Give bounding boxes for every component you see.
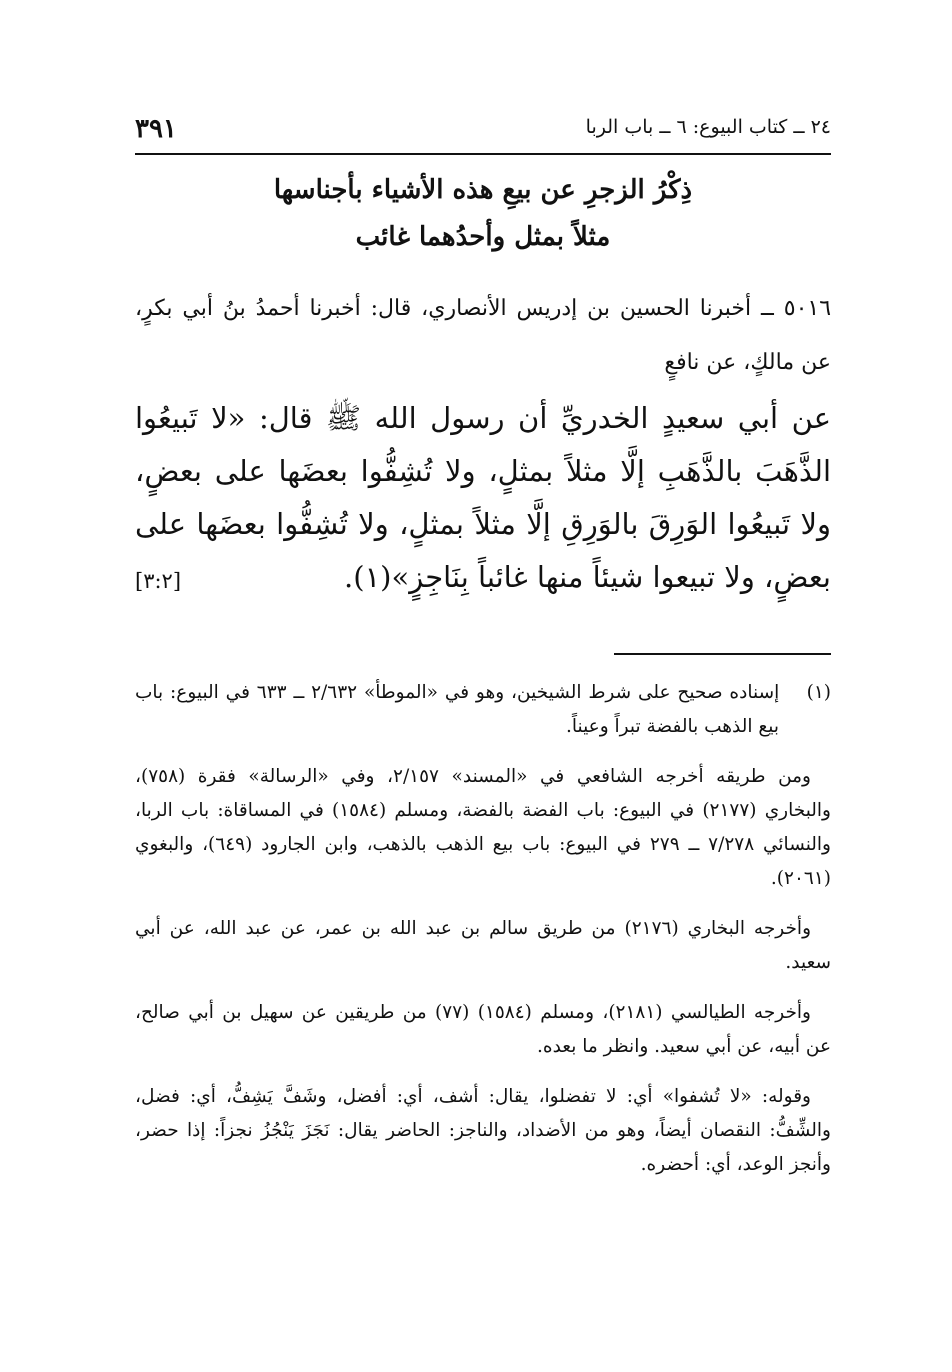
chapter-title: ٢٤ ــ كتاب البيوع: ٦ ــ باب الربا bbox=[585, 116, 831, 138]
isnad-text: ــ أخبرنا الحسين بن إدريس الأنصاري، قال: أخبرنا أحمدُ بنُ أبي بكرٍ، عن مالكٍ، عن نافعٍ bbox=[135, 296, 831, 375]
footnote-1-text: إسناده صحيح على شرط الشيخين، وهو في «الموطأ» ٢/٦٣٢ ــ ٦٣٣ في البيوع: باب بيع الذهب بالفضة تبراً وعيناً. bbox=[135, 682, 780, 737]
hadith-matn bbox=[135, 392, 831, 608]
hadith-isnad bbox=[135, 282, 831, 390]
hadith-number: ٥٠١٦ bbox=[783, 296, 832, 321]
section-title-line1: ذِكْرُ الزجرِ عن بيعِ هذه الأشياء بأجناسها bbox=[273, 175, 693, 205]
page-number: ٣٩١ bbox=[135, 114, 177, 144]
footnote-paragraph-4: وأخرجه الطيالسي (٢١٨١)، ومسلم (١٥٨٤) (٧٧) من طريقين عن سهيل بن أبي صالح، عن أبيه، عن أبي سعيد. وانظر ما بعده. bbox=[135, 1002, 831, 1057]
footnote-paragraph-2: ومن طريقه أخرجه الشافعي في «المسند» ٢/١٥٧، وفي «الرسالة» فقرة (٧٥٨)، والبخاري (٢١٧٧) في البيوع: باب الفضة بالفضة، ومسلم (١٥٨٤) في المساقاة: باب الربا، والنسائي ٧/٢٧٨ ــ ٢٧٩ في البيوع: باب بيع الذهب بالذهب، وابن الجارود (٦٤٩)، والبغوي (٢٠٦١). bbox=[135, 766, 831, 889]
footnote-paragraph-5: وقوله: «لا تُشفوا» أي: لا تفضلوا، يقال: أشف، أي: أفضل، وشَفَّ يَشِفُّ، أي: فضل، والشِّفُّ: النقصان أيضاً، وهو من الأضداد، والناجز: الحاضر يقال: نَجَزَ يَنْجُزُ نجزاً: إذا حضر، وأنجز الوعد، أي: أحضره. bbox=[135, 1086, 831, 1175]
footnote-paragraph-3: وأخرجه البخاري (٢١٧٦) من طريق سالم بن عبد الله بن عمر، عن عبد الله، عن أبي سعيد. bbox=[135, 918, 831, 973]
footnote-marker: (١) bbox=[806, 682, 831, 703]
matn-text: عن أبي سعيدٍ الخدريِّ أن رسول الله ﷺ قال: «لا تَبيعُوا الذَّهَبَ بالذَّهَبِ إلَّا مثلاً بمثلٍ، ولا تُشِفُّوا بعضَها على بعضٍ، ولا تَبيعُوا الوَرِقَ بالوَرِقِ إلَّا مثلاً بمثلٍ، ولا تُشِفُّوا بعضَها على بعضٍ، ولا تبيعوا شيئاً منها غائباً بِنَاجِزٍ»(١). bbox=[135, 401, 831, 594]
section-title-line2: مثلاً بمثل وأحدُهما غائب bbox=[355, 222, 611, 252]
footnote-separator bbox=[614, 653, 831, 655]
footnotes bbox=[135, 676, 831, 1198]
running-header bbox=[135, 112, 831, 152]
footnote-1 bbox=[135, 676, 831, 744]
header-rule bbox=[135, 153, 831, 155]
hadith-reference: [٣:٢] bbox=[135, 569, 182, 593]
